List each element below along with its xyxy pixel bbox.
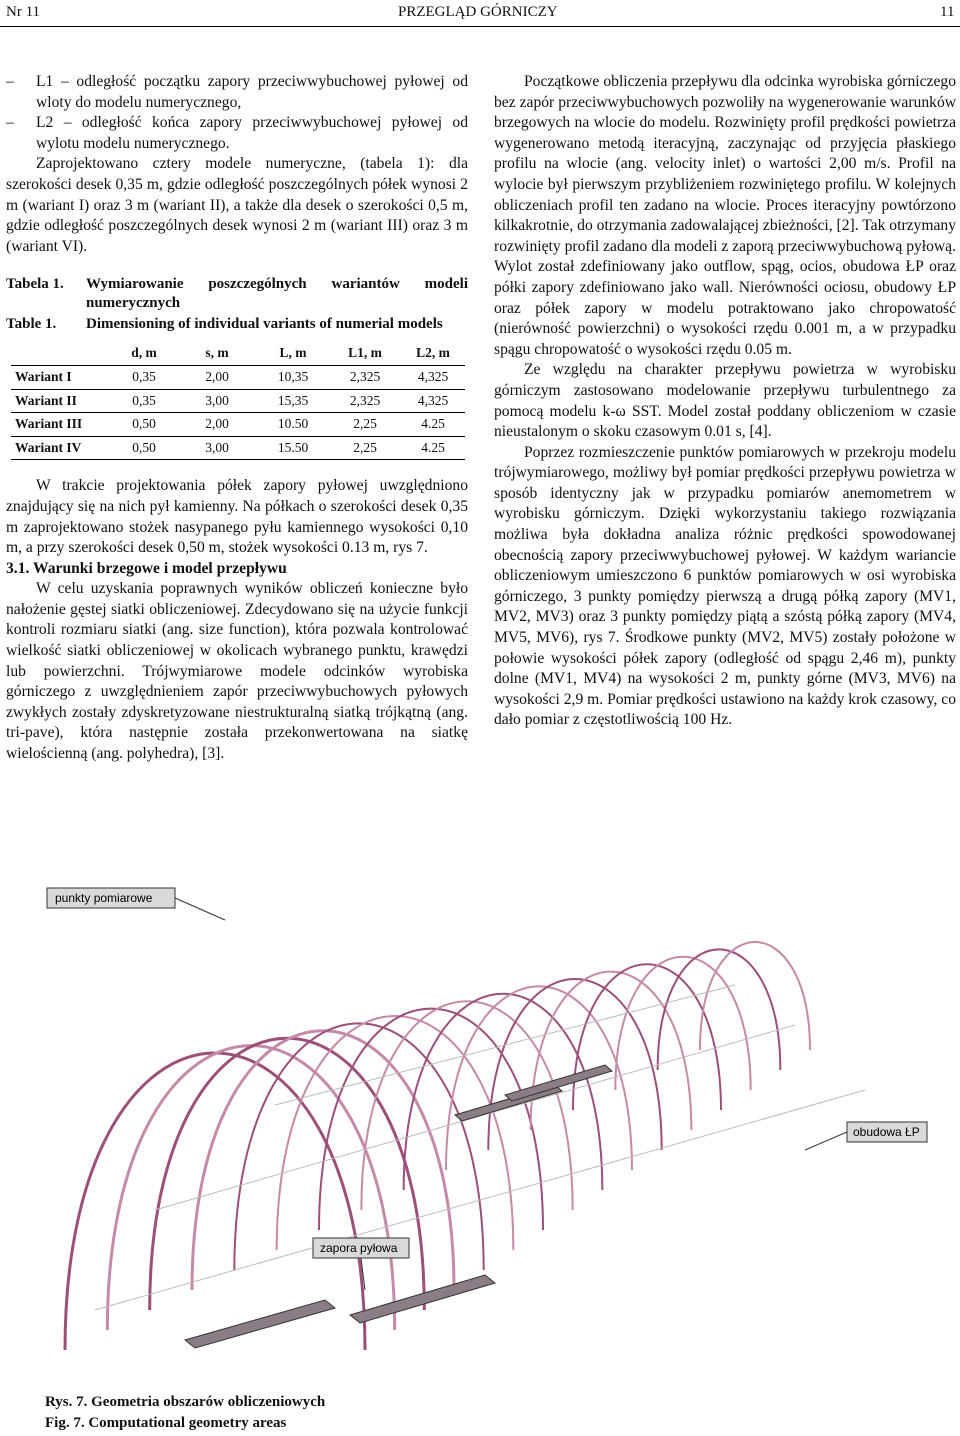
paragraph: W celu uzyskania poprawnych wyników obliczeń konieczne było nałożenie gęstej siatki obliczeniowej. Zdecydowano się na użycie funkcji kontroli rozmiaru siatki (ang. size function), która pozwala kontrolować wielkość siatki obliczeniowej w okolicach wybranego punktu, krawędzi lub powierzchni. Trójwymiarowe modele odcinków wyrobiska górniczego z uwzględnieniem zapór przeciwwybuchowych pyłowych zwykłych zostały zdyskretyzowane niestrukturalną siatką trójkątną (ang. tri-pave), która następnie została przekonwertowana na siatkę wielościenną (ang. polyhedra), [3].	[6, 580, 468, 763]
list-item: – L2 – odległość końca zapory przeciwwybuchowej pyłowej od wylotu modelu numerycznego.	[6, 113, 468, 154]
table-row: Wariant II 0,35 3,00 15,35 2,325 4,325	[11, 389, 465, 413]
list-item: – L1 – odległość początku zapory przeciwwybuchowej pyłowej od wloty do modelu numerycznego,	[6, 72, 468, 113]
page-header	[0, 0, 960, 27]
barrier-shelves	[185, 1065, 612, 1348]
page-number: 11	[940, 4, 955, 20]
figure-caption-pl: Rys. 7. Geometria obszarów obliczeniowych	[45, 1394, 326, 1410]
dimension-table: d, m s, m L, m L1, m L2, m Wariant I 0,35 2,00 10,35 2,325 4,325 Wariant II 0,35 3,00 15,35 2,325 4,325 Wariant III 0,50 2,00 10.50 2,25 4.25 Wariant IV 0,50 3,00 15.50 2,25 4.25	[11, 342, 465, 460]
table-caption-en: Table 1. Dimensioning of individual variants of numerial models	[6, 316, 443, 333]
paragraph: Zaprojektowano cztery modele numeryczne, (tabela 1): dla szerokości desek 0,35 m, gdzie odległość poszczególnych półek wynosi 2 m (wariant I) oraz 3 m (wariant II), a także dla desek o szerokości 0,5 m, gdzie odległość poszczególnych desek wynosi 2 m (wariant III) oraz 3 m (wariant VI).	[6, 155, 468, 255]
list-item-text: L2 – odległość końca zapory przeciwwybuchowej pyłowej od wylotu modelu numerycznego.	[36, 114, 468, 152]
table-row: Wariant I 0,35 2,00 10,35 2,325 4,325	[11, 365, 465, 389]
geometry-figure	[35, 880, 935, 1390]
paragraph: Początkowe obliczenia przepływu dla odcinka wyrobiska górniczego bez zapór przeciwwybuchowych pozwoliły na wygenerowanie warunków brzegowych na wlocie do modelu. Rozwinięty profil prędkości powietrza wygenerowano metodą iteracyjną, zaczynając od przyjęcia płaskiego profilu na wlocie (ang. velocity inlet) o wartości 2,00 m/s. Profil na wylocie był pierwszym przybliżeniem rozwiniętego profilu. W kolejnych obliczeniach profil ten zadano na wlocie. Proces iteracyjny powtórzono kilkakrotnie, do otrzymania zadowalającej zbieżności, [2]. Tak otrzymany rozwinięty profil zadano dla modeli z zaporą przeciwwybuchową pyłową. Wylot został zdefiniowany jako outflow, spąg, ocios, obudowa ŁP oraz półki zapory zdefiniowano jako wall. Nierówności ociosu, obudowy ŁP oraz półek zapory w modelu potraktowano jako chropowatość (nierówność powierzchni) o wysokości rzędu 0.001 m, a w przypadku spągu chropowatość o wysokości rzędu 0.05 m.	[494, 73, 957, 358]
svg-text:obudowa ŁP: obudowa ŁP	[853, 1125, 920, 1139]
list-item-text: L1 – odległość początku zapory przeciwwybuchowej pyłowej od wloty do modelu numerycznego,	[36, 73, 468, 111]
section-heading: 3.1. Warunki brzegowe i model przepływu	[6, 559, 287, 577]
journal-title: PRZEGLĄD GÓRNICZY	[398, 4, 558, 20]
svg-text:zapora pyłowa: zapora pyłowa	[320, 1241, 398, 1255]
figure-caption	[45, 1392, 325, 1434]
page-issue: Nr 11	[6, 4, 41, 20]
paragraph: Poprzez rozmieszczenie punktów pomiarowych w przekroju modelu trójwymiarowego, możliwy był pomiar prędkości przepływu powietrza w sposób identyczny jak w przypadku pomiarów anemometrem w wyrobisku górniczym. Dzięki wykorzystaniu takiego rozwiązania możliwa była dokładna analiza różnic prędkości spowodowanej obecnością zapory przeciwwybuchowej pyłowej. W każdym wariancie obliczeniowym umieszczono 6 punktów pomiarowych w osi wyrobiska górniczego, 3 punkty pomiędzy pierwszą a drugą półką zapory (MV1, MV2, MV3) oraz 3 punkty pomiędzy piątą a szóstą półką zapory (MV4, MV5, MV6), rys 7. Środkowe punkty (MV2, MV5) zostały położone w połowie wysokości półek zapory (odległość od spągu 2,46 m), punkty dolne (MV1, MV4) na wysokości 2 m, punkty górne (MV3, MV6) na wysokości 2,9 m. Pomiar prędkości ustawiono na każdy krok czasowy, co dało pomiar z częstotliwością 100 Hz.	[494, 443, 956, 729]
label-points	[47, 888, 225, 920]
table-row: Wariant IV 0,50 3,00 15.50 2,25 4.25	[11, 436, 465, 460]
paragraph: W trakcie projektowania półek zapory pyłowej uwzględniono znajdujący się na nich pył kamienny. Na półkach o szerokości desek 0,35 m zaprojektowano stożek nasypanego pyłu kamiennego wysokości 0,10 m, a przy szerokości desek 0,50 m, stożek wysokości 0.13 m, rys 7.	[6, 477, 468, 557]
paragraph: Ze względu na charakter przepływu powietrza w wyrobisku górniczym zastosowano modelowanie przepływu turbulentnego za pomocą modelu k-ω SST. Model został poddany obliczeniom w czasie nieustalonym o skoku czasowym 0.01 s, [4].	[494, 361, 956, 441]
label-lining	[805, 1122, 927, 1150]
table-row: Wariant III 0,50 2,00 10.50 2,25 4.25	[11, 413, 465, 437]
arch	[446, 986, 632, 1170]
svg-text:punkty pomiarowe: punkty pomiarowe	[55, 891, 153, 905]
left-column	[6, 72, 468, 765]
arch	[700, 942, 810, 1050]
right-column	[494, 72, 956, 731]
table-caption-pl: Tabela 1. Wymiarowanie poszczególnych wariantów modeli numerycznych	[6, 276, 468, 312]
figure-caption-en: Fig. 7. Computational geometry areas	[45, 1415, 287, 1431]
